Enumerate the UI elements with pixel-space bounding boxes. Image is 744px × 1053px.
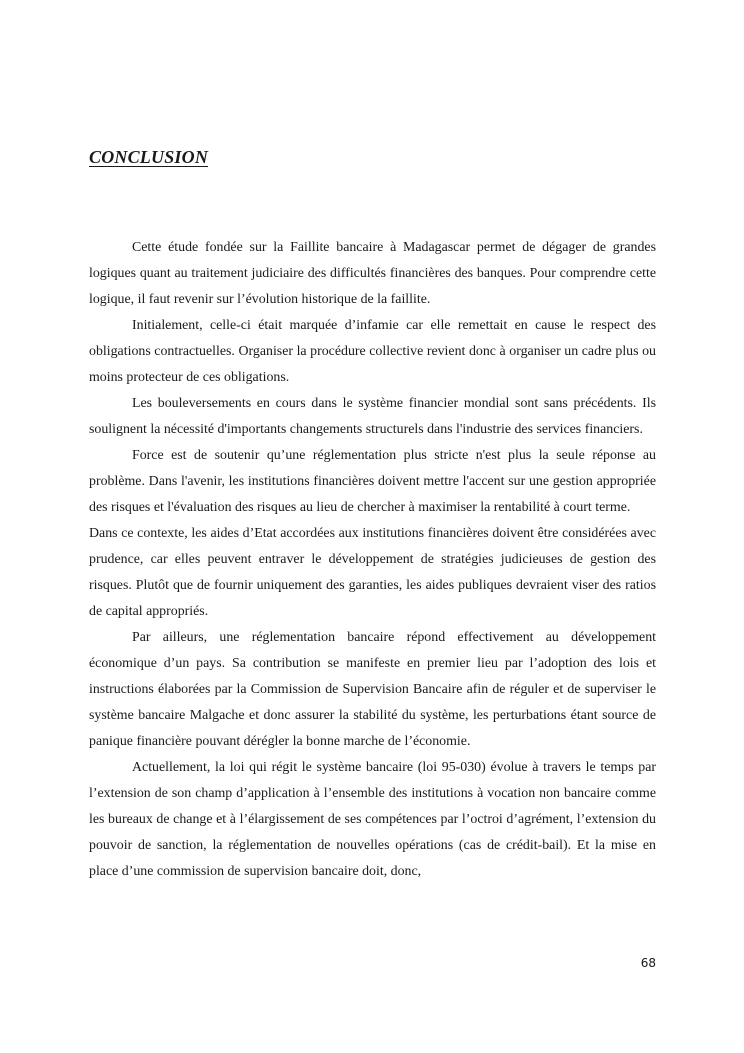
paragraph-2: Initialement, celle-ci était marquée d’infamie car elle remettait en cause le respect des obligations contractuelles. Organiser la procédure collective revient donc à organiser un cadre plus ou moins protecteur de ces obligations. xyxy=(89,318,656,385)
paragraph-6: Par ailleurs, une réglementation bancaire répond effectivement au développement économique d’un pays. Sa contribution se manifeste en premier lieu par l’adoption des lois et instructions élaborées par la Commission de Supervision Bancaire afin de réguler et de superviser le système bancaire Malgache et donc assurer la stabilité du système, les perturbations étant source de panique financière pouvant dérégler la bonne marche de l’économie. xyxy=(89,630,656,749)
paragraph-5: Dans ce contexte, les aides d’Etat accordées aux institutions financières doivent être considérées avec prudence, car elles peuvent entraver le développement de stratégies judicieuses de gestion des risques. Plutôt que de fournir uniquement des garanties, les aides publiques devraient viser des ratios de capital appropriés. xyxy=(89,526,656,619)
paragraph-4: Force est de soutenir qu’une réglementation plus stricte n'est plus la seule réponse au problème. Dans l'avenir, les institutions financières doivent mettre l'accent sur une gestion appropriée des risques et l'évaluation des risques au lieu de chercher à maximiser la rentabilité à court terme. xyxy=(89,448,656,515)
paragraph-1: Cette étude fondée sur la Faillite bancaire à Madagascar permet de dégager de grandes logiques quant au traitement judiciaire des difficultés financières des banques. Pour comprendre cette logique, il faut revenir sur l’évolution historique de la faillite. xyxy=(89,240,656,307)
body-text xyxy=(89,235,656,885)
paragraph-7: Actuellement, la loi qui régit le système bancaire (loi 95-030) évolue à travers le temps par l’extension de son champ d’application à l’ensemble des institutions à vocation non bancaire comme les bureaux de change et à l’élargissement de ses compétences par l’octroi d’agrément, l’extension du pouvoir de sanction, la réglementation de nouvelles opérations (cas de crédit-bail). Et la mise en place d’une commission de supervision bancaire doit, donc, xyxy=(89,760,656,879)
page-number: 68 xyxy=(640,956,656,970)
section-title: CONCLUSION xyxy=(89,147,209,167)
paragraph-3: Les bouleversements en cours dans le système financier mondial sont sans précédents. Ils soulignent la nécessité d'importants changements structurels dans l'industrie des services financiers. xyxy=(89,396,656,437)
